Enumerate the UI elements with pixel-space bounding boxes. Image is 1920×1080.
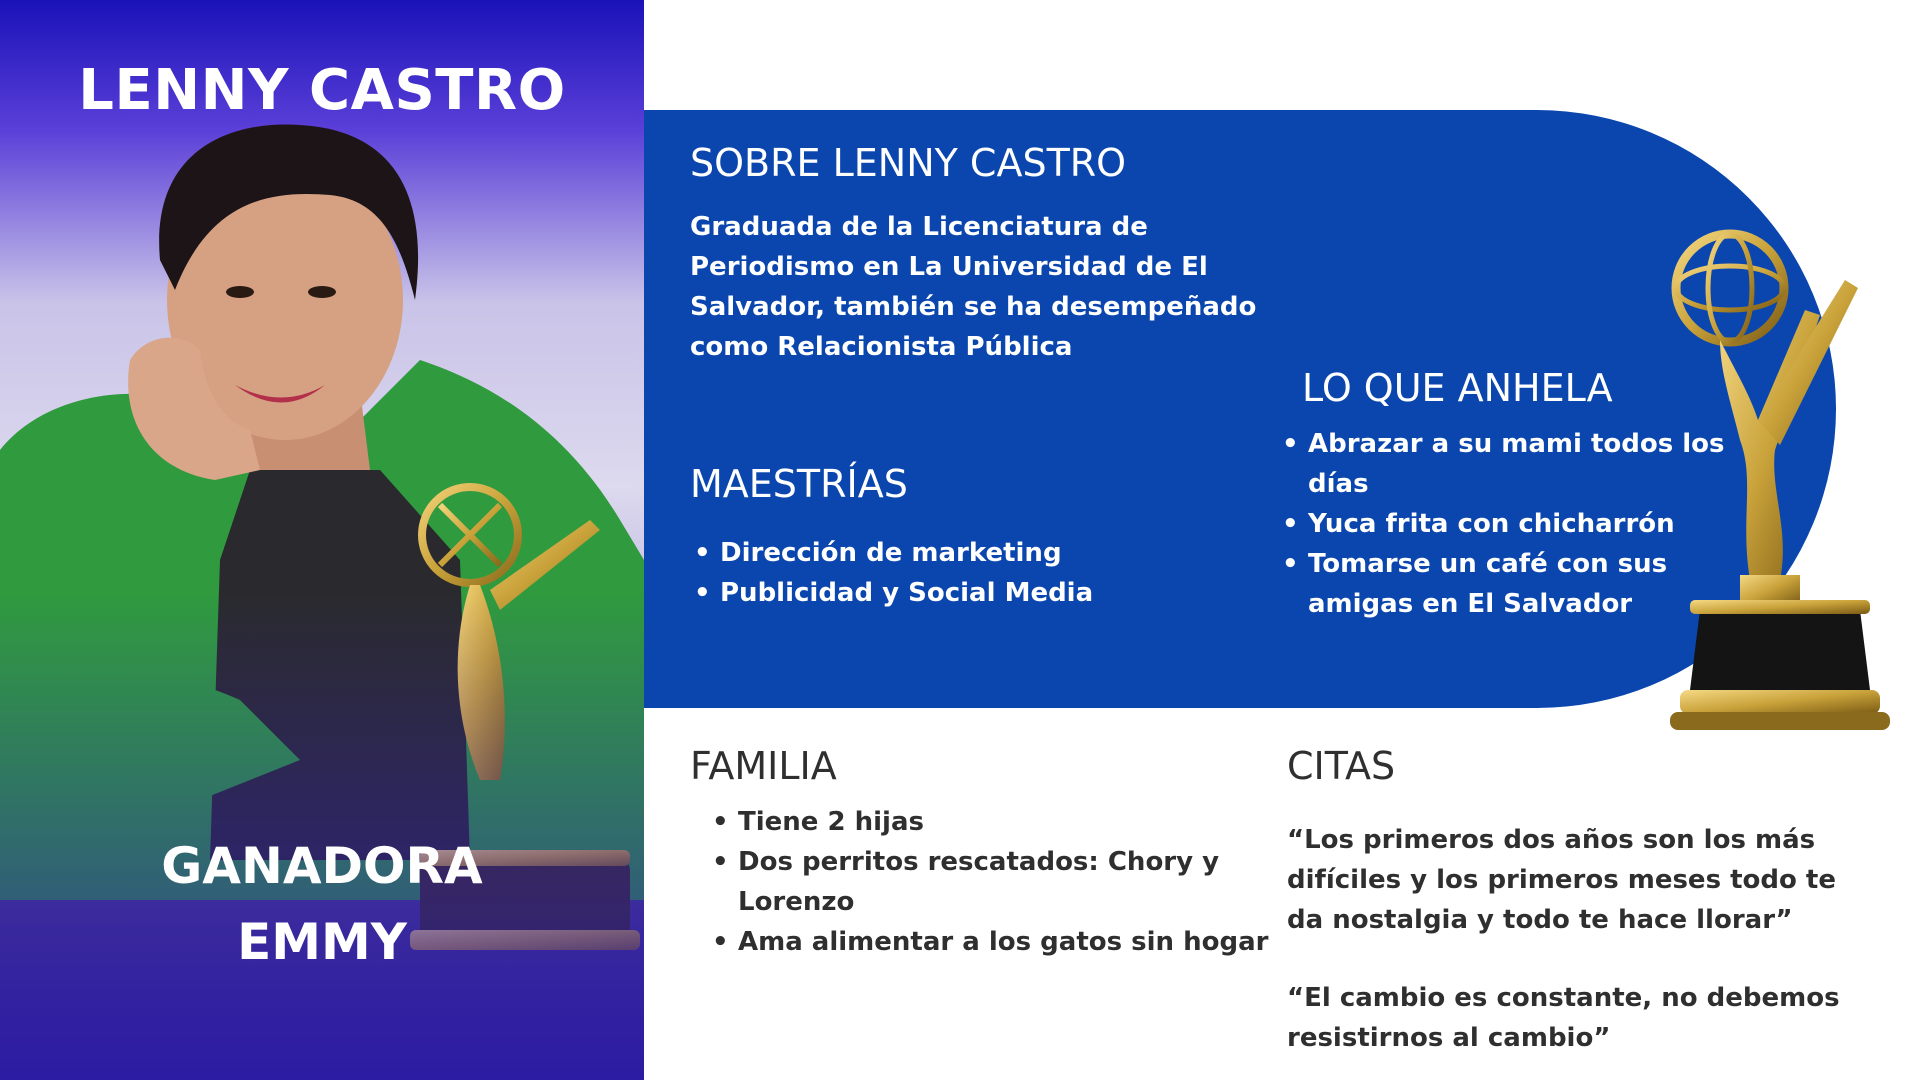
family-heading: FAMILIA bbox=[690, 744, 837, 788]
quote-1: “Los primeros dos años son los más difíciles y los primeros meses todo te da nostalgia y todo te hace llorar” bbox=[1287, 825, 1836, 935]
list-item: • Abrazar a su mami todos los días bbox=[1280, 424, 1725, 504]
emmy-trophy-image bbox=[1640, 220, 1920, 750]
list-item: • Dirección de marketing bbox=[692, 533, 1093, 573]
award-line-1: GANADORA bbox=[161, 837, 483, 895]
masters-list bbox=[692, 533, 1093, 613]
masters-heading: MAESTRÍAS bbox=[690, 462, 908, 506]
award-line-2: EMMY bbox=[237, 913, 407, 971]
about-paragraph bbox=[690, 207, 1256, 367]
about-heading: SOBRE LENNY CASTRO bbox=[690, 141, 1127, 185]
list-item: • Tiene 2 hijas bbox=[710, 802, 1268, 842]
award-title bbox=[0, 828, 644, 980]
family-list bbox=[710, 802, 1268, 962]
list-item: • Yuca frita con chicharrón bbox=[1280, 504, 1725, 544]
about-line: Graduada de la Licenciatura de bbox=[690, 212, 1148, 242]
person-name-title: LENNY CASTRO bbox=[78, 58, 566, 123]
quote-2: “El cambio es constante, no debemos resistirnos al cambio” bbox=[1287, 983, 1840, 1053]
wishes-heading: LO QUE ANHELA bbox=[1302, 366, 1613, 410]
list-item: • Ama alimentar a los gatos sin hogar bbox=[710, 922, 1268, 962]
about-line: como Relacionista Pública bbox=[690, 332, 1073, 362]
list-item: • Tomarse un café con sus amigas en El Salvador bbox=[1280, 544, 1725, 624]
about-line: Salvador, también se ha desempeñado bbox=[690, 292, 1257, 322]
about-line: Periodismo en La Universidad de El bbox=[690, 252, 1208, 282]
portrait-panel bbox=[0, 0, 644, 1080]
quotes-heading: CITAS bbox=[1287, 744, 1396, 788]
list-item: • Publicidad y Social Media bbox=[692, 573, 1093, 613]
list-item: • Dos perritos rescatados: Chory y Lorenzo bbox=[710, 842, 1268, 922]
